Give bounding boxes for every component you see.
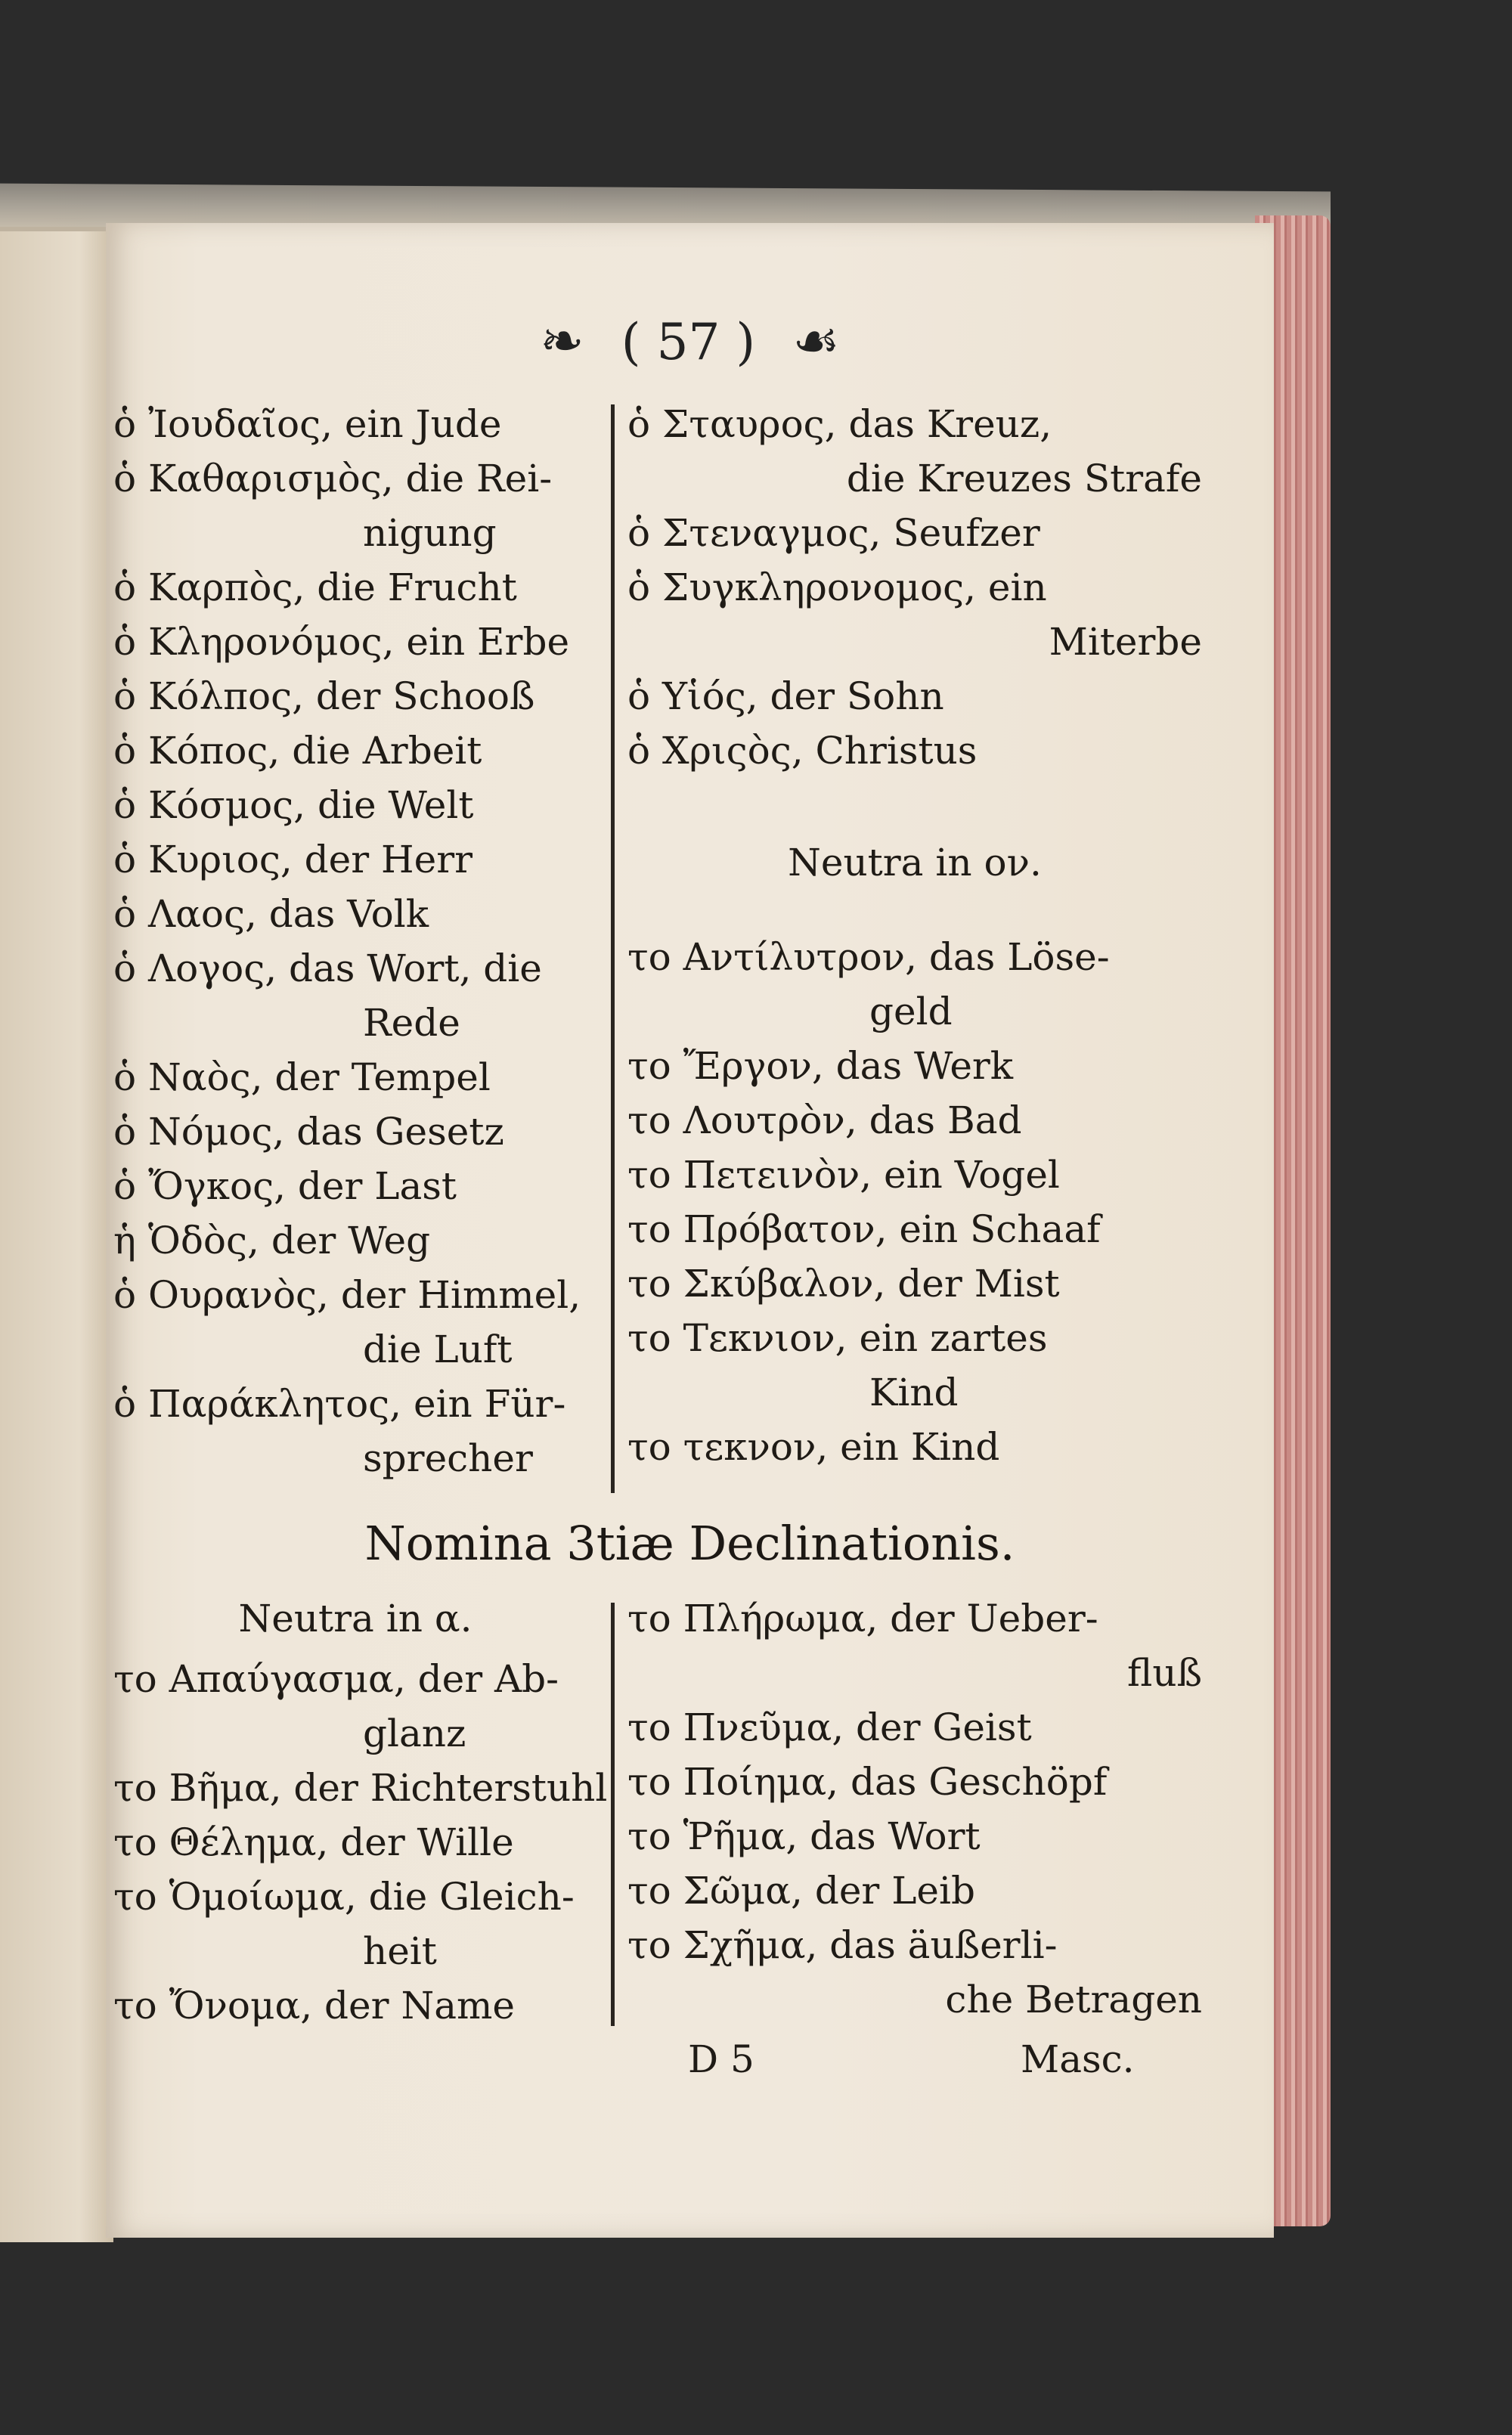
ornament-right-icon: ☙ [792, 310, 840, 372]
column-top-left [113, 397, 597, 1485]
entry-continuation: heit [363, 1929, 437, 1973]
column-divider-top [611, 404, 615, 1493]
entry: ἡ Ὁδὸς, der Weg [113, 1219, 431, 1262]
entry: ὁ Χριςὸς, Christus [627, 729, 978, 773]
entry-continuation: die Luft [363, 1327, 513, 1371]
ornament-left-icon: ❧ [540, 310, 584, 372]
entry-continuation: die Kreuzes Strafe [846, 457, 1202, 500]
entry: το Πετεινὸν, ein Vogel [627, 1153, 1060, 1197]
entry-continuation: Rede [363, 1001, 460, 1045]
catchword: Masc. [1021, 2037, 1135, 2081]
subheading-neutra-a: Neutra in α. [238, 1597, 472, 1640]
entry: ὁ Υἱός, der Sohn [627, 674, 944, 718]
entry: το Βῆμα, der Richterstuhl [113, 1766, 608, 1810]
entry: το Ὁμοίωμα, die Gleich- [113, 1875, 575, 1919]
column-neutra-a-left [113, 1652, 608, 2033]
entry: ὁ Ναὸς, der Tempel [113, 1055, 491, 1099]
entry: το Ῥῆμα, das Wort [627, 1814, 981, 1858]
entry: το Θέλημα, der Wille [113, 1820, 514, 1864]
entry: ὁ Παράκλητος, ein Für- [113, 1382, 566, 1426]
entry: ὁ Ουρανὸς, der Himmel, [113, 1273, 581, 1317]
entry: ὁ Κυριος, der Herr [113, 838, 473, 881]
entry-continuation: nigung [363, 511, 497, 555]
entry: ὁ Ἰουδαῖος, ein Jude [113, 402, 502, 446]
entry: ὁ Λαος, das Volk [113, 892, 429, 936]
entry: το Πνεῦμα, der Geist [627, 1705, 1032, 1749]
entry: το Ὄνομα, der Name [113, 1984, 516, 2028]
entry: ὁ Ὄγκος, der Last [113, 1164, 457, 1208]
entry: το Σκύβαλον, der Mist [627, 1262, 1060, 1306]
entry: το Τεκνιον, ein zartes [627, 1316, 1048, 1360]
signature-mark: D 5 [688, 2037, 754, 2081]
column-divider-bottom [611, 1603, 615, 2026]
entry: το Λουτρὸν, das Bad [627, 1098, 1022, 1142]
entry: ὁ Κόλπος, der Schooß [113, 674, 535, 718]
entry: το Ποίημα, das Geschöpf [627, 1760, 1108, 1804]
entry-continuation: fluß [1127, 1651, 1202, 1695]
entry: ὁ Κληρονόμος, ein Erbe [113, 620, 570, 664]
entry: ὁ Συγκληρονομος, ein [627, 565, 1047, 609]
entry: το Σῶμα, der Leib [627, 1869, 976, 1913]
entry-continuation: che Betragen [945, 1978, 1202, 2021]
entry-continuation: Miterbe [1049, 620, 1202, 664]
column-neutra-ov [627, 930, 1202, 1474]
subheading-neutra-ov: Neutra in ον. [788, 841, 1042, 884]
entry: ὁ Λογος, das Wort, die [113, 946, 542, 990]
entry: ὁ Καρπὸς, die Frucht [113, 565, 517, 609]
book-page [106, 223, 1274, 2238]
entry: το Αντίλυτρον, das Löse- [627, 935, 1110, 979]
entry: ὁ Στεναγμος, Seufzer [627, 511, 1040, 555]
page-header [106, 310, 1274, 372]
column-top-right [627, 397, 1202, 778]
entry: το Πρόβατον, ein Schaaf [627, 1207, 1101, 1251]
entry-continuation: sprecher [363, 1436, 533, 1480]
entry: ὁ Κόπος, die Arbeit [113, 729, 482, 773]
entry-continuation: Kind [869, 1371, 959, 1414]
entry: το τεκνον, ein Kind [627, 1425, 1000, 1469]
column-neutra-a-right [627, 1591, 1202, 2027]
entry-continuation: geld [869, 990, 953, 1033]
entry: το Πλήρωμα, der Ueber- [627, 1597, 1098, 1640]
entry: ὁ Καθαρισμὸς, die Rei- [113, 457, 553, 500]
entry-continuation: glanz [363, 1712, 466, 1755]
entry: ὁ Νόμος, das Gesetz [113, 1110, 504, 1154]
entry: ὁ Σταυρος, das Kreuz, [627, 402, 1052, 446]
entry: ὁ Κόσμος, die Welt [113, 783, 474, 827]
entry: το Απαύγασμα, der Ab- [113, 1657, 559, 1701]
section-title: Nomina 3tiæ Declinationis. [364, 1516, 1015, 1571]
page-number: ( 57 ) [621, 313, 756, 371]
left-page-edge [0, 227, 113, 2242]
entry: το Ἔργον, das Werk [627, 1044, 1014, 1088]
entry: το Σχῆμα, das äußerli- [627, 1923, 1058, 1967]
